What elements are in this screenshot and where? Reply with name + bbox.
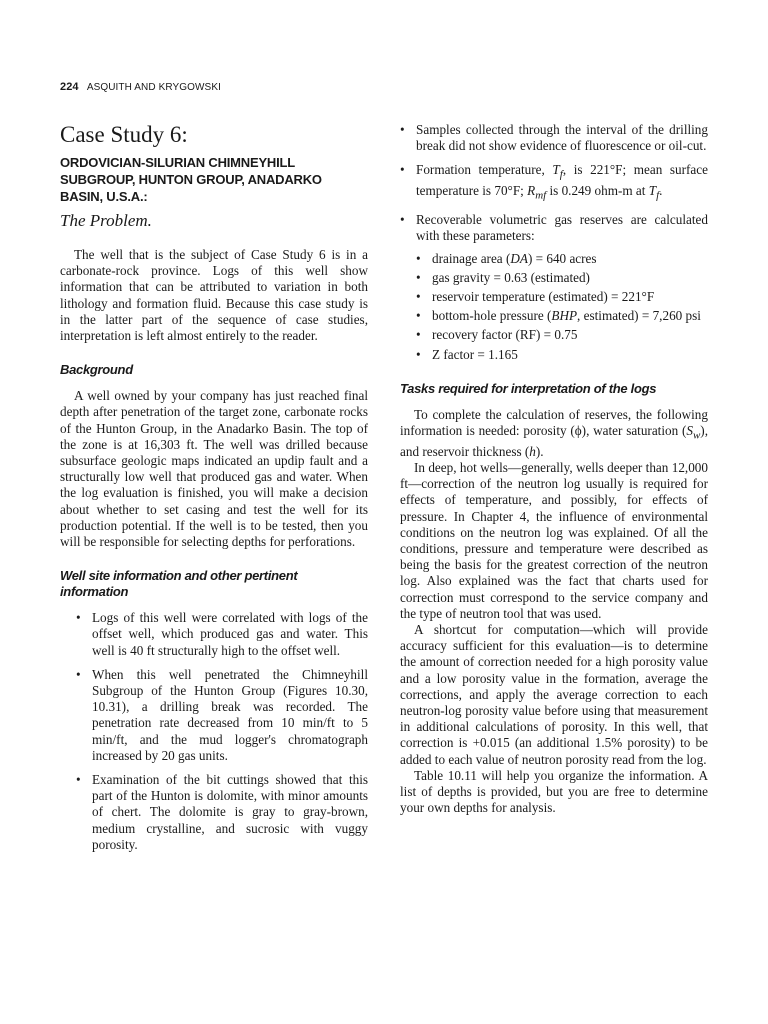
bullet-icon: • (76, 772, 81, 788)
text-run: drainage area ( (432, 250, 511, 266)
symbol-sw: S (686, 422, 693, 438)
list-item-text: Examination of the bit cuttings showed that this part of the Hunton is dolomite, with minor amounts of chert. The dolomite is gray to gray-brown, medium crystalline, and sucrosic with vuggy porosity. (92, 772, 368, 852)
tasks-paragraph-3: A shortcut for computation—which will provide accuracy sufficient for this evaluation—is to determine the amount of correction needed for a high porosity value and a low porosity value in the formation, average the corrections, and apply the average correction to each neutron-log porosity value before using that measurement in additional calculations of porosity. In this well, that correction is +0.015 (an additional 1.5% porosity) to be added to each value of neutron porosity read from the log. (400, 622, 708, 767)
list-item (416, 308, 708, 324)
list-item (416, 251, 708, 267)
formation-temp-text (416, 162, 708, 202)
samples-text: Samples collected through the interval of the drilling break did not show evidence of fluorescence or oil-cut. (416, 122, 708, 154)
case-study-title: Case Study 6: (60, 122, 188, 147)
symbol-bhp: BHP (551, 308, 578, 324)
well-info-list (400, 122, 708, 363)
text-run: ) = 640 acres (527, 250, 597, 266)
tasks-paragraph-4: Table 10.11 will help you organize the information. A list of depths is provided, but you are free to determine your own depths for analysis. (400, 767, 708, 816)
bullet-icon: • (76, 610, 81, 626)
list-item (60, 667, 368, 764)
text-run: , is 221°F; mean surface temperature is 70°F; (416, 162, 708, 199)
subscript-w: w (692, 429, 701, 442)
right-column (400, 122, 708, 816)
bullet-icon: • (416, 250, 421, 266)
list-item (416, 270, 708, 286)
symbol-h: h (529, 443, 536, 459)
list-item (416, 347, 708, 363)
text-run: Formation temperature, (416, 162, 553, 178)
text-run: , estimated) = 7,260 psi (577, 308, 701, 324)
bullet-icon: • (416, 288, 421, 304)
tasks-paragraph-2: In deep, hot wells—generally, wells deeper than 12,000 ft—correction of the neutron log usually is required for effects of temperature, and possibly, for effects of pressure. In Chapter 4, the influence of environmental conditions on the neutron log was explained. Of all the conditions, pressure and temperature were described as being the basis for the greatest correction of the neutron log. Also explained was the fact that charts used for correction must correspond to the service company and the type of neutron tool that was used. (400, 459, 708, 621)
bullet-icon: • (416, 308, 421, 324)
list-item (416, 327, 708, 343)
symbol-da: DA (510, 250, 528, 266)
problem-heading: The Problem. (60, 211, 152, 230)
subscript-f: f (656, 189, 660, 202)
text-run: ). (535, 443, 544, 459)
list-item (416, 289, 708, 305)
text-run: Z factor = 1.165 (432, 346, 518, 362)
wellsite-list (60, 610, 368, 853)
bullet-icon: • (76, 666, 81, 682)
bullet-icon: • (416, 269, 421, 285)
text-run: recovery factor (RF) = 0.75 (432, 327, 578, 343)
text-run: ), and reservoir thickness ( (400, 422, 708, 459)
bullet-icon: • (400, 122, 405, 137)
running-head (60, 81, 221, 93)
list-item (400, 212, 708, 363)
tasks-paragraph-1 (400, 407, 708, 460)
parameter-list (416, 251, 708, 363)
tasks-heading: Tasks required for interpretation of the logs (400, 380, 657, 396)
background-paragraph: A well owned by your company has just reached final depth after penetration of the target zone, carbonate rocks of the Hunton Group, in the Anadarko Basin. The top of the zone is at 16,303 ft. The well was drilled because subsurface geologic maps indicated an updip fault and a structurally low well that produced gas and water. When the log evaluation is finished, you will make a decision about whether to set casing and test the well for its production potential. If the well is to be tested, then you will be responsible for selecting depths for perforations. (60, 388, 368, 550)
list-item (400, 122, 708, 154)
background-heading: Background (60, 362, 133, 378)
left-column (60, 122, 368, 861)
text-run: bottom-hole pressure ( (432, 308, 552, 324)
bullet-icon: • (400, 212, 405, 228)
symbol-tf: T (552, 162, 560, 178)
text-run: gas gravity = 0.63 (estimated) (432, 269, 590, 285)
text-run: To complete the calculation of reserves, the following information is needed: porosity (ϕ), water saturation ( (400, 406, 708, 438)
list-item (60, 772, 368, 853)
intro-paragraph: The well that is the subject of Case Study 6 is in a carbonate-rock province. Logs of this well show information that can be attributed to variation in both lithology and formation fluid. Because this case study is in the latter part of the sequence of case studies, interpretation is left almost entirely to the reader. (60, 247, 368, 344)
list-item-text: When this well penetrated the Chimneyhill Subgroup of the Hunton Group (Figures 10.30, 10.31), a drilling break was recorded. The penetration rate decreased from 10 min/ft to 5 min/ft, and the mud logger's chromatograph increased by 20 gas units. (92, 666, 368, 763)
recoverable-text: Recoverable volumetric gas reserves are calculated with these parameters: (416, 212, 708, 244)
text-run: . (659, 183, 663, 199)
list-item (60, 610, 368, 659)
page-number: 224 (60, 81, 79, 93)
bullet-icon: • (416, 327, 421, 343)
bullet-icon: • (416, 346, 421, 362)
bullet-icon: • (400, 162, 405, 178)
text-run: reservoir temperature (estimated) = 221°F (432, 288, 655, 304)
list-item-text: Logs of this well were correlated with logs of the offset well, which produced gas and water. This well is 40 ft structurally high to the offset well. (92, 610, 368, 658)
text-run: is 0.249 ohm-m at (546, 183, 649, 199)
symbol-rmf: R (527, 183, 536, 199)
running-head-authors: ASQUITH AND KRYGOWSKI (86, 82, 221, 93)
subscript-mf: mf (535, 189, 547, 202)
subscript-f: f (559, 169, 563, 182)
list-item (400, 162, 708, 204)
symbol-tf: T (648, 183, 657, 199)
case-study-subtitle: ORDOVICIAN-SILURIAN CHIMNEYHILL SUBGROUP, HUNTON GROUP, ANADARKO BASIN, U.S.A.: (60, 155, 322, 204)
wellsite-heading: Well site information and other pertinent information (60, 568, 298, 600)
